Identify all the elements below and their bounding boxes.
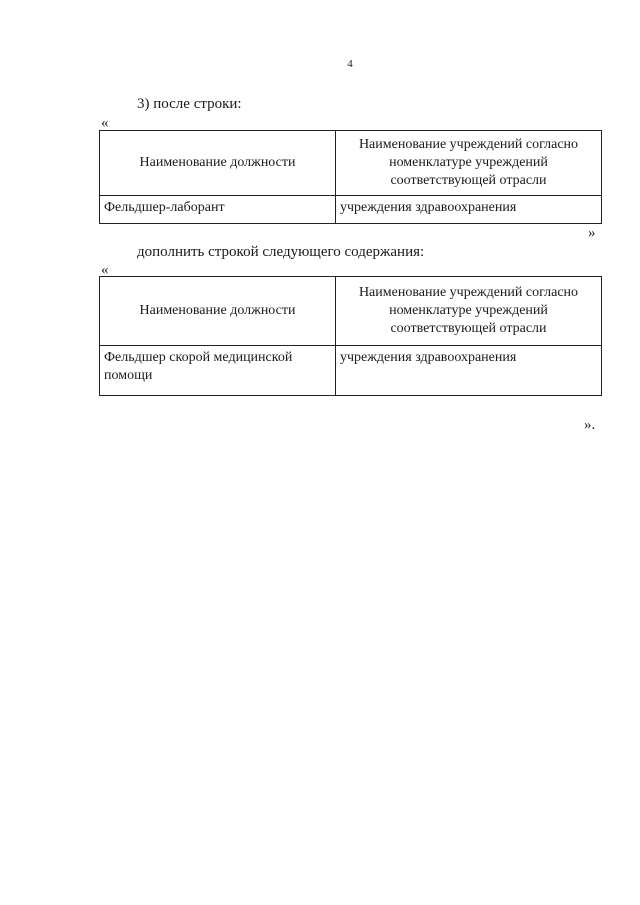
- closing-quote-2: ».: [584, 417, 596, 433]
- item-3-intro: 3) после строки:: [137, 96, 242, 112]
- header-position-name: Наименование должности: [100, 277, 336, 346]
- cell-position: Фельдшер-лаборант: [100, 196, 336, 224]
- position-table-original: [99, 130, 602, 224]
- cell-institution: учреждения здравоохранения: [336, 196, 602, 224]
- table-header-row: [100, 131, 602, 196]
- header-institution-name: Наименование учреждений согласно номенклатуре учреждений соответствующей отрасли: [336, 131, 602, 196]
- supplement-text: дополнить строкой следующего содержания:: [137, 244, 425, 260]
- position-table-added: [99, 276, 602, 396]
- cell-position: Фельдшер скорой медицинской помощи: [100, 346, 336, 396]
- opening-quote-2: «: [101, 262, 109, 278]
- table-header-row: [100, 277, 602, 346]
- table-row: [100, 196, 602, 224]
- cell-institution: учреждения здравоохранения: [336, 346, 602, 396]
- page-number: 4: [347, 58, 353, 70]
- table-row: [100, 346, 602, 396]
- header-position-name: Наименование должности: [100, 131, 336, 196]
- header-institution-name: Наименование учреждений согласно номенклатуре учреждений соответствующей отрасли: [336, 277, 602, 346]
- closing-quote-1: »: [588, 225, 596, 241]
- opening-quote-1: «: [101, 115, 109, 131]
